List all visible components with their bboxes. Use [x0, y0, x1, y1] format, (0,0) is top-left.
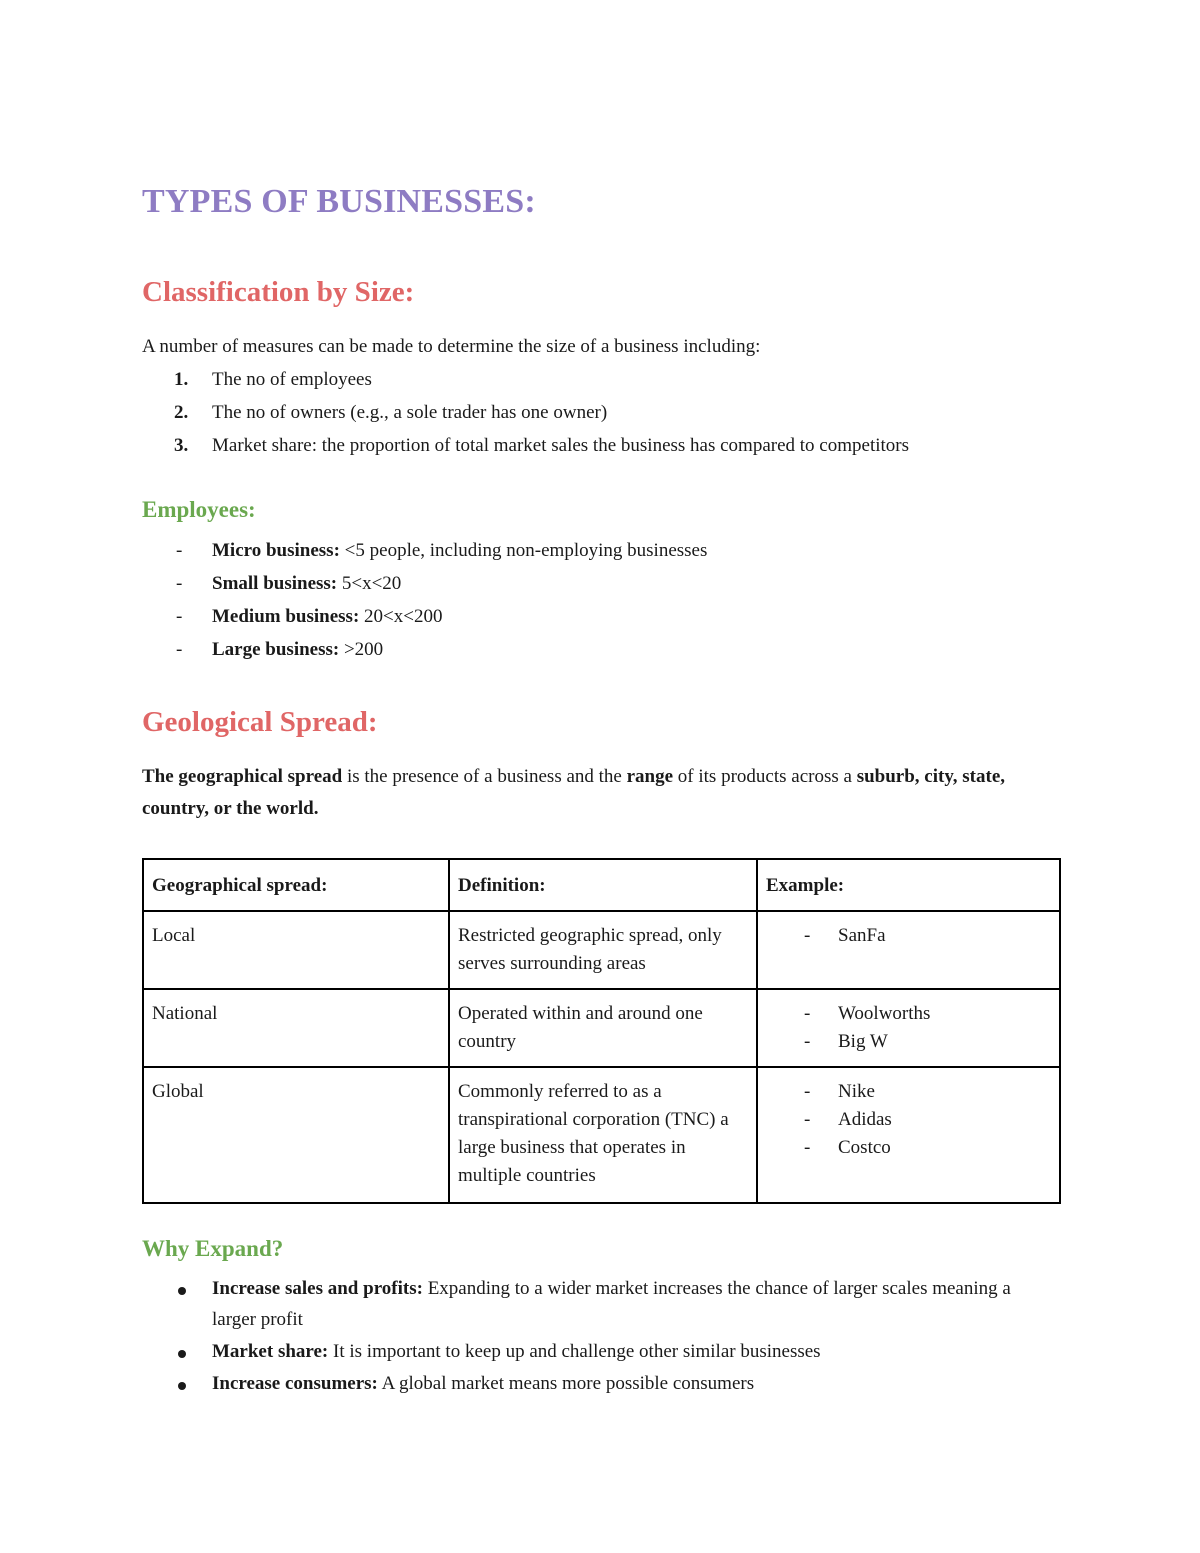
- list-item-text: The no of owners (e.g., a sole trader has one owner): [212, 402, 608, 423]
- example-text: Adidas: [838, 1109, 892, 1130]
- list-item-text: It is important to keep up and challenge other similar businesses: [328, 1341, 821, 1362]
- dash-marker: -: [176, 639, 183, 660]
- geo-def-bold: range: [626, 766, 674, 787]
- list-item-label: Increase consumers:: [212, 1373, 378, 1394]
- example-text: SanFa: [838, 925, 886, 946]
- list-item-label: Small business:: [212, 573, 338, 594]
- table-row: [143, 911, 1060, 989]
- dash-marker: -: [804, 1003, 811, 1024]
- list-item: [766, 922, 1051, 950]
- examples-list: [766, 922, 1051, 950]
- bullet-icon: [178, 1287, 186, 1295]
- examples-list: [766, 1000, 1051, 1056]
- table-cell: [757, 1067, 1060, 1203]
- table-cell: Commonly referred to as a transpirational corporation (TNC) a large business that operates in multiple countries: [449, 1067, 757, 1203]
- size-heading: Classification by Size:: [142, 276, 415, 308]
- list-number: 1.: [174, 369, 189, 390]
- dash-marker: -: [804, 1137, 811, 1158]
- list-item-label: Large business:: [212, 639, 340, 660]
- list-item-text: A global market means more possible consumers: [377, 1373, 755, 1394]
- size-measures-list: [142, 363, 1060, 462]
- geo-def-text: is the presence of a business and the: [342, 766, 627, 787]
- bullet-icon: [178, 1350, 186, 1358]
- list-number: 3.: [174, 435, 189, 456]
- geo-spread-table: [142, 858, 1061, 1204]
- table-header-cell: Example:: [757, 859, 1060, 911]
- employees-list: [142, 534, 1060, 666]
- list-item: [142, 396, 1060, 429]
- list-item: [142, 567, 1060, 600]
- list-item: [142, 1273, 1012, 1335]
- example-text: Woolworths: [838, 1003, 931, 1024]
- list-item: [766, 1000, 1051, 1028]
- table-row: [143, 989, 1060, 1067]
- list-number: 2.: [174, 402, 189, 423]
- geo-def-bold: The geographical spread: [142, 766, 343, 787]
- list-item-text: 5<x<20: [337, 573, 402, 594]
- dash-marker: -: [804, 925, 811, 946]
- table-header-cell: Definition:: [449, 859, 757, 911]
- list-item-label: Micro business:: [212, 540, 340, 561]
- table-cell: [757, 911, 1060, 989]
- example-text: Big W: [838, 1031, 888, 1052]
- dash-marker: -: [176, 540, 183, 561]
- table-header-row: [143, 859, 1060, 911]
- expand-heading: Why Expand?: [142, 1236, 284, 1261]
- list-item-text: Expanding to a wider market increases the chance of larger scales meaning a larger profit: [212, 1278, 1011, 1330]
- employees-heading: Employees:: [142, 497, 256, 522]
- list-item: [142, 600, 1060, 633]
- list-item: [142, 429, 1060, 462]
- list-item-text: The no of employees: [212, 369, 372, 390]
- list-item-text: >200: [339, 639, 384, 660]
- list-item-label: Increase sales and profits:: [212, 1278, 423, 1299]
- table-header-cell: Geographical spread:: [143, 859, 449, 911]
- list-item: [766, 1106, 1051, 1134]
- list-item: [142, 363, 1060, 396]
- bullet-icon: [178, 1382, 186, 1390]
- geo-heading: Geological Spread:: [142, 706, 378, 738]
- expand-reasons-list: [142, 1273, 1012, 1400]
- list-item-label: Market share:: [212, 1341, 329, 1362]
- table-cell: Operated within and around one country: [449, 989, 757, 1067]
- table-cell: Global: [143, 1067, 449, 1203]
- table-cell: Restricted geographic spread, only serves surrounding areas: [449, 911, 757, 989]
- dash-marker: -: [176, 573, 183, 594]
- geo-def-bold: suburb, city, state, country, or the world.: [142, 766, 1006, 819]
- list-item-label: Medium business:: [212, 606, 360, 627]
- list-item: [766, 1078, 1051, 1106]
- list-item-text: 20<x<200: [359, 606, 443, 627]
- list-item: [766, 1028, 1051, 1056]
- table-cell: Local: [143, 911, 449, 989]
- page-title: TYPES OF BUSINESSES:: [142, 183, 536, 220]
- dash-marker: -: [804, 1031, 811, 1052]
- geo-def-text: of its products across a: [673, 766, 857, 787]
- dash-marker: -: [176, 606, 183, 627]
- list-item: [766, 1134, 1051, 1162]
- example-text: Costco: [838, 1137, 891, 1158]
- list-item: [142, 1368, 1012, 1399]
- example-text: Nike: [838, 1081, 875, 1102]
- list-item: [142, 1336, 1012, 1367]
- list-item-text: Market share: the proportion of total market sales the business has compared to competitors: [212, 435, 910, 456]
- dash-marker: -: [804, 1081, 811, 1102]
- list-item-text: <5 people, including non-employing businesses: [339, 540, 708, 561]
- geo-definition: [142, 761, 1054, 825]
- table-row: [143, 1067, 1060, 1203]
- list-item: [142, 534, 1060, 567]
- dash-marker: -: [804, 1109, 811, 1130]
- size-intro: A number of measures can be made to determine the size of a business including:: [142, 336, 761, 357]
- examples-list: [766, 1078, 1051, 1162]
- list-item: [142, 633, 1060, 666]
- table-cell: National: [143, 989, 449, 1067]
- table-cell: [757, 989, 1060, 1067]
